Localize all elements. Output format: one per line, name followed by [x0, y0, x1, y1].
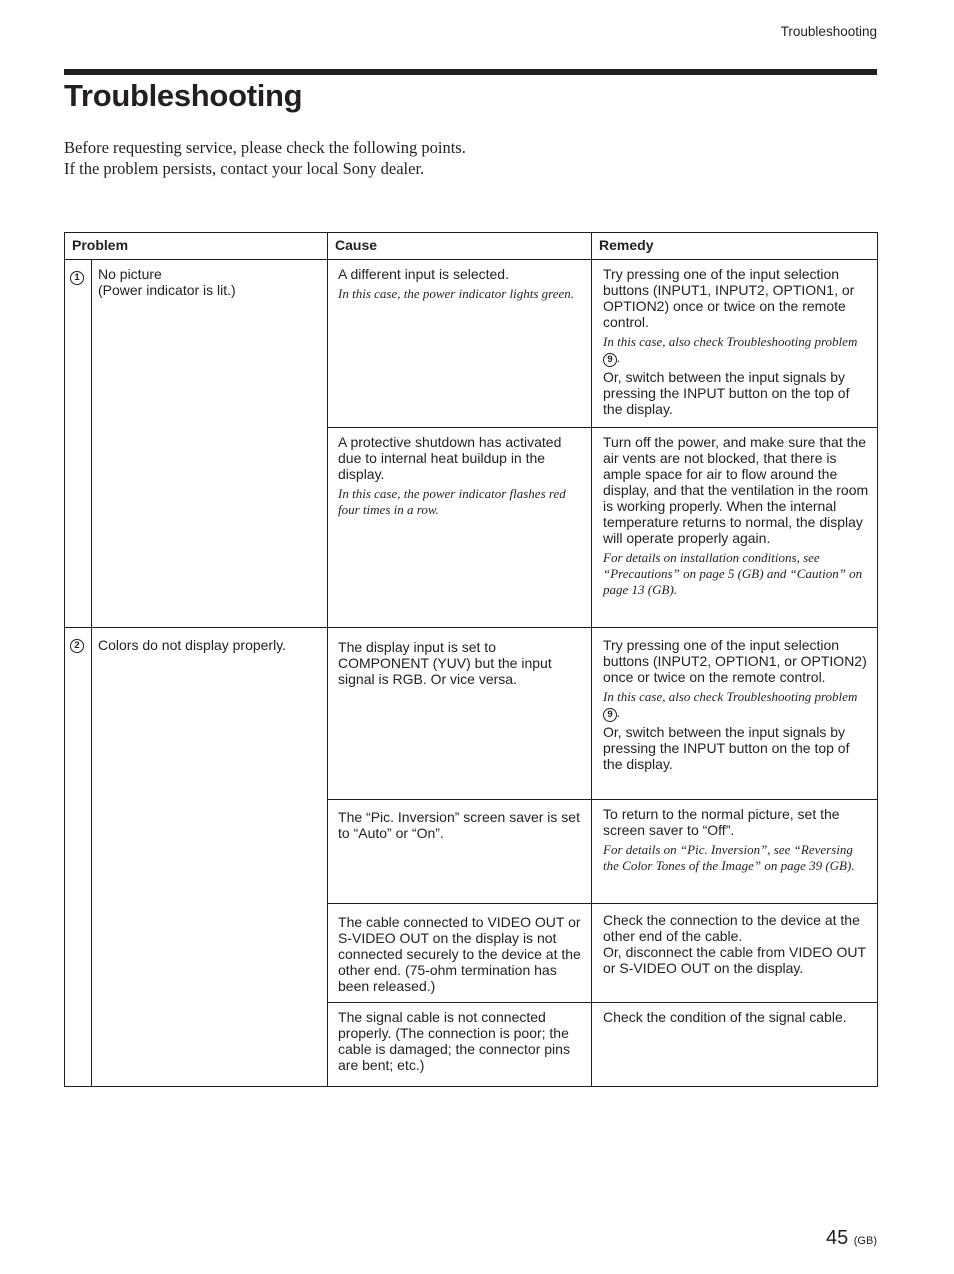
page-number [826, 1227, 877, 1250]
cause-note: In this case, the power indicator lights green. [338, 286, 575, 301]
cause-text: The display input is set to COMPONENT (YUV) but the input signal is RGB. Or vice versa. [338, 639, 552, 687]
problem-cell [92, 260, 328, 628]
troubleshooting-table [64, 232, 878, 1087]
remedy-text: Check the condition of the signal cable. [603, 1009, 847, 1025]
page-title: Troubleshooting [64, 78, 303, 113]
remedy-note [603, 689, 869, 722]
cause-text: A protective shutdown has activated due to internal heat buildup in the display. [338, 434, 562, 482]
remedy-cell [592, 260, 878, 428]
remedy-note-text: In this case, also check Troubleshooting problem [603, 689, 858, 704]
remedy-note-end: . [617, 350, 621, 365]
cause-cell [328, 904, 592, 1003]
problem-text: (Power indicator is lit.) [98, 282, 236, 298]
problem-number-cell [65, 628, 92, 1087]
remedy-cell [592, 628, 878, 800]
remedy-note: For details on installation conditions, see “Precautions” on page 5 (GB) and “Caution” on page 13 (GB). [603, 550, 863, 597]
cause-note: In this case, the power indicator flashes red four times in a row. [338, 486, 566, 517]
problem-number: 1 [70, 271, 84, 285]
cause-text: The cable connected to VIDEO OUT or S-VIDEO OUT on the display is not connected securely to the device at the other end. (75-ohm termination has been released.) [338, 914, 581, 994]
title-rule [64, 69, 877, 75]
cause-text: The “Pic. Inversion” screen saver is set to “Auto” or “On”. [338, 809, 580, 841]
intro-text [64, 137, 466, 179]
intro-line: Before requesting service, please check the following points. [64, 138, 466, 157]
remedy-text-after: Or, switch between the input signals by pressing the INPUT button on the top of the display. [603, 369, 850, 417]
table-header-row [65, 233, 878, 260]
problem-number-cell [65, 260, 92, 628]
remedy-note-text: In this case, also check Troubleshooting problem [603, 334, 858, 349]
header-cause: Cause [328, 233, 592, 260]
cause-cell [328, 628, 592, 800]
cause-cell [328, 260, 592, 428]
remedy-text-after: Or, disconnect the cable from VIDEO OUT or S-VIDEO OUT on the display. [603, 944, 866, 976]
cause-cell [328, 428, 592, 628]
problem-text: Colors do not display properly. [98, 637, 287, 653]
running-head: Troubleshooting [780, 24, 877, 39]
remedy-text: Try pressing one of the input selection buttons (INPUT1, INPUT2, OPTION1, or OPTION2) once or twice on the remote control. [603, 266, 855, 330]
remedy-note [603, 334, 869, 367]
remedy-cell [592, 904, 878, 1003]
remedy-note-end: . [617, 705, 621, 720]
remedy-text: Try pressing one of the input selection buttons (INPUT2, OPTION1, or OPTION2) once or twice on the remote control. [603, 637, 867, 685]
header-problem: Problem [65, 233, 328, 260]
cause-cell [328, 1003, 592, 1087]
remedy-text: Check the connection to the device at the other end of the cable. [603, 912, 860, 944]
page-number-suffix: (GB) [853, 1235, 877, 1247]
cause-text: The signal cable is not connected properly. (The connection is poor; the cable is damaged; the connector pins are bent; etc.) [338, 1009, 570, 1073]
problem-ref-icon: 9 [603, 353, 617, 367]
problem-ref-icon: 9 [603, 708, 617, 722]
intro-line: If the problem persists, contact your local Sony dealer. [64, 159, 425, 178]
remedy-cell [592, 428, 878, 628]
cause-text: A different input is selected. [338, 266, 509, 282]
remedy-text-after: Or, switch between the input signals by pressing the INPUT button on the top of the display. [603, 724, 850, 772]
problem-text: No picture [98, 266, 162, 282]
table-row [65, 628, 878, 800]
page-number-value: 45 [825, 1227, 849, 1249]
remedy-text: Turn off the power, and make sure that the air vents are not blocked, that there is ample space for air to flow around the display, and that the ventilation in the room is working properly. When the internal temperature returns to normal, the display will operate properly again. [603, 434, 869, 546]
header-remedy: Remedy [592, 233, 878, 260]
problem-cell [92, 628, 328, 1087]
problem-number: 2 [70, 639, 84, 653]
remedy-cell [592, 800, 878, 904]
remedy-note: For details on “Pic. Inversion”, see “Reversing the Color Tones of the Image” on page 39 (GB). [603, 842, 855, 873]
cause-cell [328, 800, 592, 904]
remedy-cell [592, 1003, 878, 1087]
remedy-text: To return to the normal picture, set the screen saver to “Off”. [603, 806, 840, 838]
table-row [65, 260, 878, 428]
